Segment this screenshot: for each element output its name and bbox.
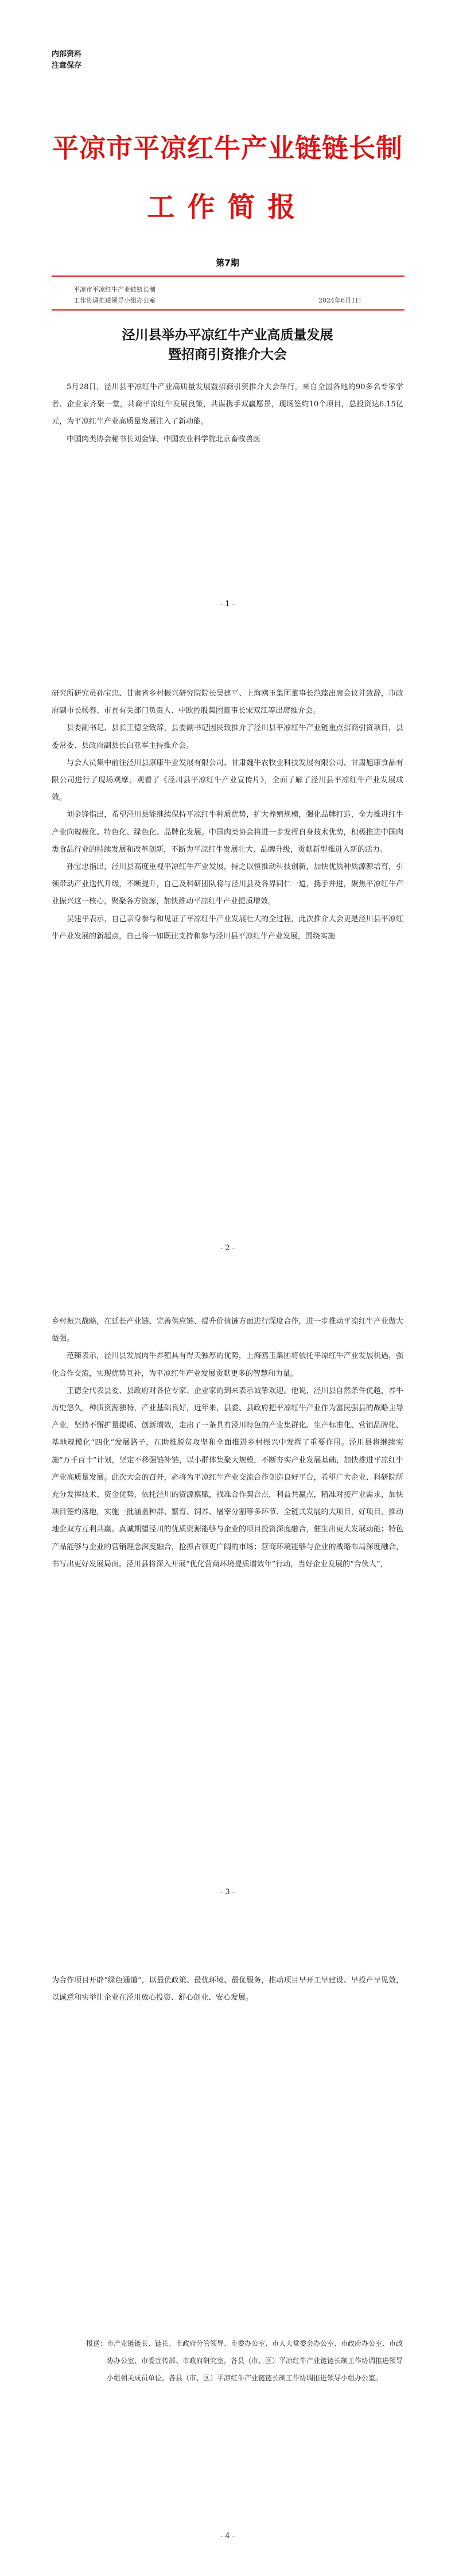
paragraph: 吴建平表示，自己亲身参与和见证了平凉红牛产业发展壮大的全过程，此次推介大会更是泾川县平凉红牛产业发展的新起点，自己将一如既往支持和参与泾川县平凉红牛产业发展，围绕实施 [52, 914, 403, 941]
paragraph: 孙宝忠指出，泾川县高度重视平凉红牛产业发展，持之以恒推动科技创新，加快优质种质源源培育，引领带动产业迭代升级，不断提升，自己及科研团队将与泾川县及各界同仁一道，携手并进，聚焦平凉红牛产业振兴这一核心，聚聚各方资源，加快推动平凉红牛产业提质增效。 [52, 863, 403, 906]
masthead-subtitle: 工作简报 [147, 191, 308, 223]
article-title-line-1: 泾川县举办平凉红牛产业高质量发展 [122, 327, 333, 343]
distribution-list [86, 2335, 408, 2387]
paragraph: 范臻表示，泾川县发展肉牛养殖具有得天独厚的优势，上海鸥玉集团将依托平凉红牛产业发展机遇，强化合作交流，实现优势互补，为平凉红牛产业发展贡献更多的智慧和力量。 [52, 1352, 403, 1378]
page-number: - 3 - [220, 1888, 235, 1896]
sponsor-line-2: 工作协调推进领导小组办公室 [73, 297, 155, 304]
paragraph: 研究所研究员孙宝忠、甘肃省乡村振兴研究院院长吴建平、上海鸥玉集团董事长范臻出席会议并致辞，市政府副市长杨春、市直有关部门负责人、中欧控股集团董事长宋双江等出席推介会。 [52, 689, 403, 716]
page-3 [0, 1288, 455, 1932]
issue-date: 2024年6月1日 [318, 297, 361, 304]
issue-number: 第7期 [216, 258, 239, 268]
keep-safe-tag: 注意保存 [52, 61, 82, 70]
paragraph: 乡村振兴战略，在延长产业链、完善供应链、提升价值链方面进行深度合作，进一步推动平凉红牛产业做大做强。 [52, 1317, 403, 1344]
sponsor-line-1: 平凉市平凉红牛产业链链长制 [73, 286, 155, 293]
page-1 [0, 0, 455, 644]
page-4 [0, 1932, 455, 2576]
distribution-label: 报送： [86, 2340, 107, 2348]
paragraph: 县委副书记、县长王德全致辞，县委副书记因民致推介了泾川县平凉红牛产业链重点招商引资项目，县委常委、县政府副县长白亚军主持推介会。 [52, 724, 403, 750]
page-number: - 4 - [220, 2532, 235, 2540]
page-2 [0, 644, 455, 1288]
paragraph: 中国肉类协会秘书长刘金锋、中国农业科学院北京畜牧兽医 [67, 434, 261, 444]
article-title-line-2: 暨招商引资推介大会 [168, 347, 287, 362]
paragraph: 与会人员集中前往泾川县康康牛业发展有限公司、甘肃魏牛农牧业科技发展有限公司、甘肃旭康食品有限公司进行了现场观摩，观看了《泾川县平凉红牛产业宣传片》，全面了解了泾川县平凉红牛产业发展成效。 [52, 758, 403, 802]
article-body [52, 1972, 403, 2007]
page-number: - 2 - [220, 1244, 235, 1252]
masthead-title: 平凉市平凉红牛产业链链长制 [52, 133, 403, 164]
internal-document-tag: 内部资料 [52, 50, 82, 59]
paragraph: 王德全代表县委、县政府对各位专家、企业家的到来表示诚挚欢迎。他说，泾川县自然条件优越，养牛历史悠久，种质资源独特，产业基础良好，近年来，县委、县政府把平凉红牛产业作为富民强县的战略主导产业，坚持不懈扩量提质、创新增效，走出了一条具有泾川特色的产业集群化、生产标准化、营销品牌化、基地规模化“四化”发展路子，在助推脱贫攻坚和全面推进乡村振兴中发挥了重要作用。泾川县将继续实施“万千百十”计划，坚定不移强链补链，以小群体集聚大规模，不断夯实产业发展基础，加快推进平凉红牛产业高质量发展。此次大会的召开，必将为平凉红牛产业交流合作创造良好平台，希望广大企业、科研院所充分发挥技术、资金优势，依托泾川的资源禀赋，找准合作契合点，利益共赢点，精准对接产业需求，加快项目签约落地，实施一批涵盖种群、繁育、饲养、屠宰分割等多环节、全链式发展的大项目，好项目，推动地企双方互利共赢。真诚期望泾川的优质资源能够与企业的项目投资深度融合，催生出更大发展动能；特色产品能够与企业的营销理念深度融合，抢抓占领更广阔的市场；营商环境能够与企业的战略布局深度融合，书写出更好发展局面。泾川县将深入开展“优化营商环境提质增效年”行动，当好企业发展的“合伙人”， [52, 1386, 403, 1569]
article-body [52, 1313, 403, 1573]
article-body [52, 379, 403, 448]
top-divider [52, 276, 405, 277]
distribution-text: 市产业链链长、链长、市政府分管领导、市委办公室、市人大常委会办公室、市政府办公室、市政协办公室、市委宣传部、市政府研究室，各县（市、区）平凉红牛产业链链长制工作协调推进领导小组相关成员单位。各县（市、区）平凉红牛产业链链长制工作协调推进领导小组办公室。 [107, 2340, 403, 2382]
bottom-divider [52, 309, 405, 311]
paragraph: 5月28日，泾川县平凉红牛产业高质量发展暨招商引资推介大会举行，来自全国各地的90多名专家学者、企业家齐聚一堂，共商平凉红牛发展良策，共谋携手双赢愿景，现场签约10个项目，总投资达6.15亿元，为平凉红牛产业高质量发展注入了新动能。 [52, 383, 403, 426]
paragraph: 刘金锋指出，希望泾川县能继续保持平凉红牛种质优势，扩大养殖规模，强化品牌打造，全力推进红牛产业向规模化、特色化、绿色化、品牌化发展。中国肉类协会将进一步发挥自身技术优势，积极推进中国肉类食品行业的持续发展和改革创新，不断为平凉红牛发展壮大、品牌升级，贡献新型推进入新的活力。 [52, 810, 403, 854]
page-number: - 1 - [220, 600, 235, 608]
article-body [52, 685, 403, 945]
paragraph: 为合作项目开辟“绿色通道”，以最优政策、最优环境、最优服务，推动项目早开工早建设、早投产早见效，以诚意和实举让企业在泾川放心投资、舒心创业、安心发展。 [52, 1976, 403, 2003]
